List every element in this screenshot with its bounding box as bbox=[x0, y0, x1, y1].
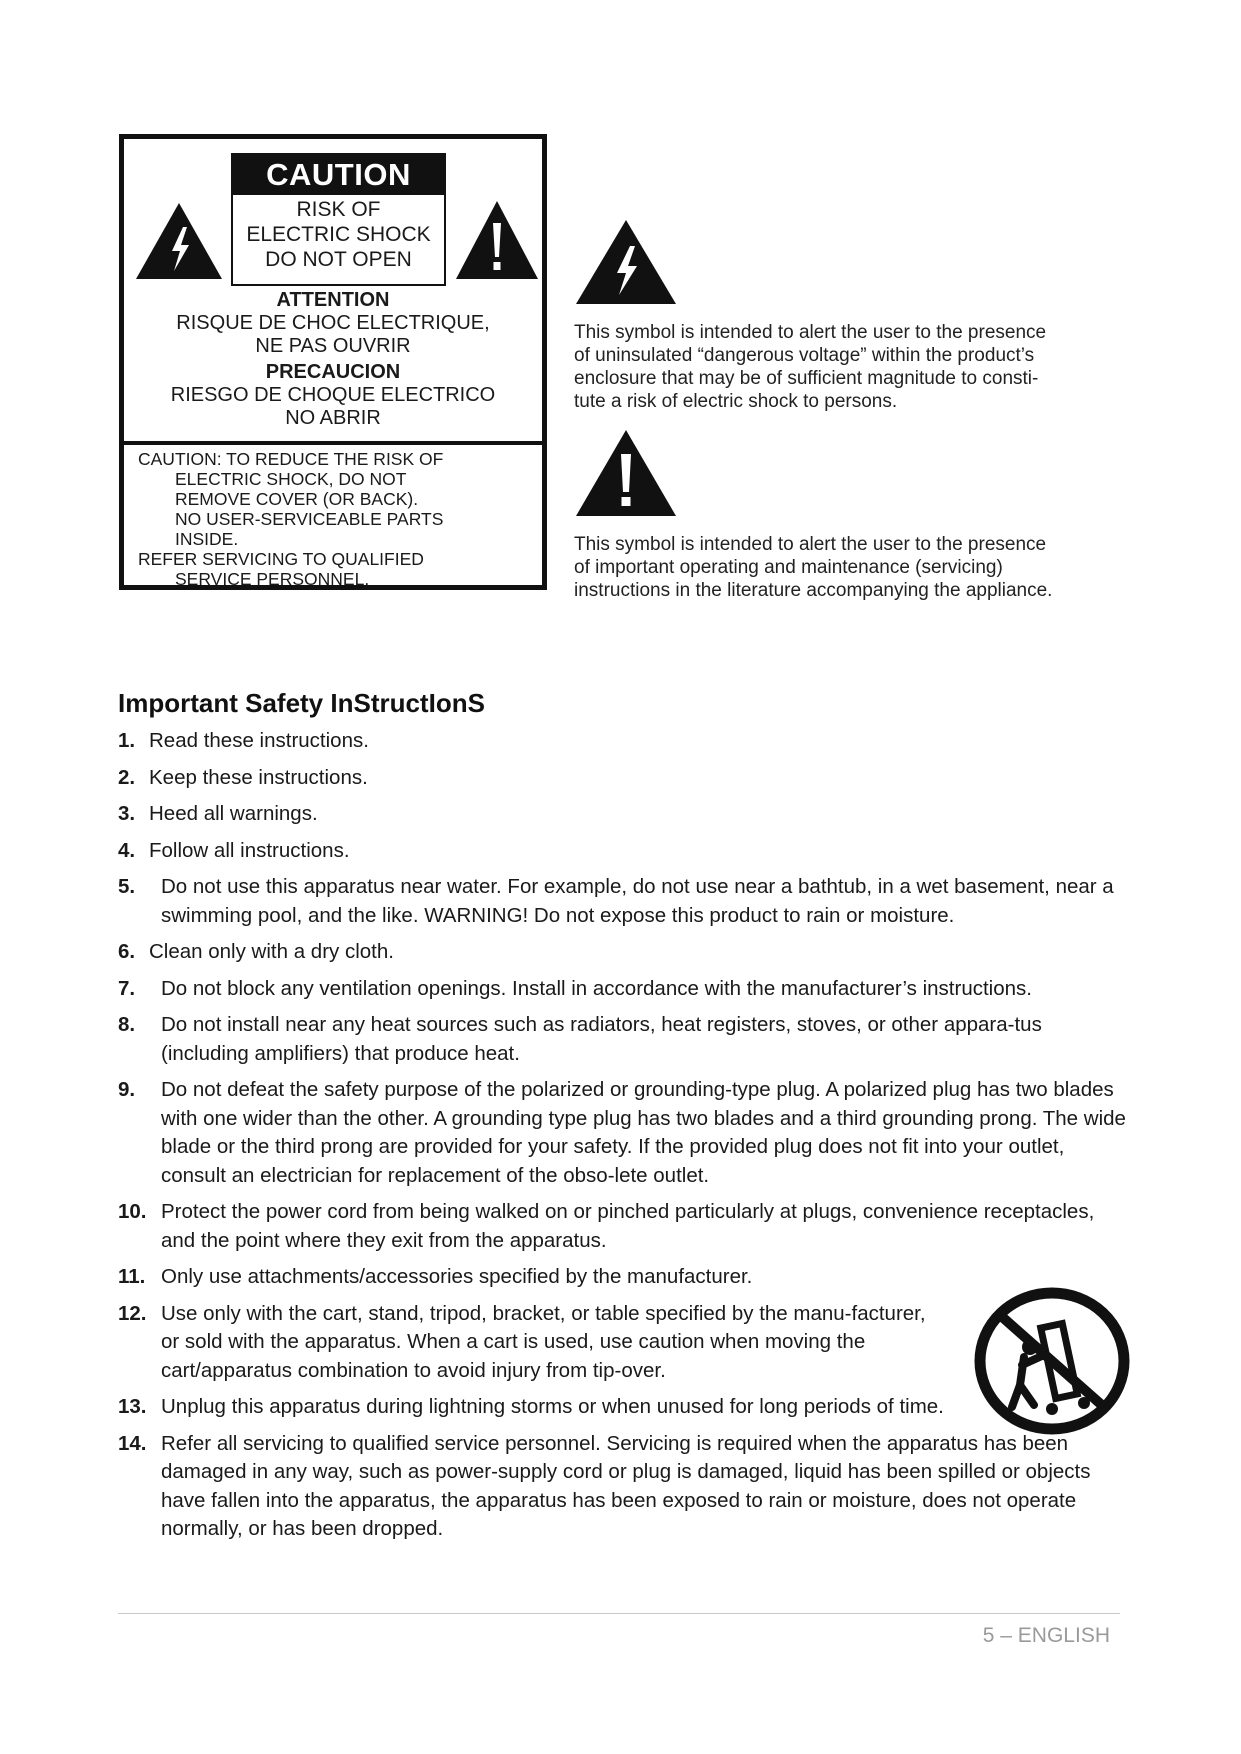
item-text: Do not block any ventilation openings. Install in accordance with the manufacturer’s instructions. bbox=[161, 976, 1032, 1000]
description-line: tute a risk of electric shock to persons. bbox=[574, 391, 898, 412]
item-number: 8. bbox=[118, 1013, 136, 1036]
instruction-item bbox=[118, 1076, 1128, 1190]
instruction-item bbox=[118, 800, 1128, 829]
item-number: 7. bbox=[118, 976, 136, 1000]
item-text: Follow all instructions. bbox=[149, 838, 350, 862]
item-number: 3. bbox=[118, 802, 136, 825]
item-text: Do not defeat the safety purpose of the polarized or grounding-type plug. A polarized plug has two blades with one wider than the other. A grounding type plug has two blades and a third grounding prong. The wide blade or the third prong are provided for your safety. If the provided plug does not fit into your outlet, consult an electrician for replacement of the obso-lete outlet. bbox=[161, 1078, 1126, 1187]
item-text: Use only with the cart, stand, tripod, bracket, or table specified by the manu-facturer, or sold with the apparatus. When a cart is used, use caution when moving the cart/apparatus combination to avoid injury from tip-over. bbox=[161, 1301, 926, 1382]
warning-line: NO USER-SERVICEABLE PARTS bbox=[175, 509, 444, 529]
instruction-item bbox=[118, 975, 1128, 1004]
warning-line: INSIDE. bbox=[175, 529, 239, 549]
warning-line: ELECTRIC SHOCK, DO NOT bbox=[175, 469, 407, 489]
instruction-item bbox=[118, 764, 1128, 793]
lightning-symbol-description bbox=[574, 321, 1114, 413]
warning-line: CAUTION: TO REDUCE THE RISK OF bbox=[138, 449, 444, 469]
item-number: 14. bbox=[118, 1431, 147, 1455]
risk-text bbox=[233, 195, 444, 272]
item-text: Do not use this apparatus near water. For example, do not use near a bathtub, in a wet basement, near a swimming pool, and the like. WARNING! Do not expose this product to rain or moisture. bbox=[161, 875, 1114, 927]
french-line: RISQUE DE CHOC ELECTRIQUE, bbox=[176, 312, 490, 334]
caution-banner: CAUTION bbox=[233, 155, 444, 195]
lightning-symbol-explanation bbox=[574, 218, 1114, 413]
item-text: Unplug this apparatus during lightning storms or when unused for long periods of time. bbox=[161, 1395, 944, 1418]
instruction-item bbox=[118, 837, 1128, 866]
instruction-item bbox=[118, 873, 1128, 930]
french-warning bbox=[124, 289, 542, 358]
warning-line: REMOVE COVER (OR BACK). bbox=[175, 489, 419, 509]
description-line: This symbol is intended to alert the user to the presence bbox=[574, 534, 1047, 555]
description-line: instructions in the literature accompanying the appliance. bbox=[574, 580, 1053, 601]
spanish-line: NO ABRIR bbox=[285, 407, 381, 429]
instruction-item bbox=[118, 1198, 1128, 1255]
caution-label-upper bbox=[124, 139, 542, 445]
item-text: Heed all warnings. bbox=[149, 802, 318, 825]
item-text: Keep these instructions. bbox=[149, 765, 368, 789]
exclamation-triangle-icon bbox=[454, 199, 540, 281]
risk-line: RISK OF bbox=[296, 198, 381, 221]
section-title: Important Safety InStructIonS bbox=[118, 688, 485, 718]
spanish-line: RIESGO DE CHOQUE ELECTRICO bbox=[170, 384, 496, 406]
page-footer: 5 – ENGLISH bbox=[982, 1624, 1110, 1647]
caution-head bbox=[231, 153, 446, 286]
item-number: 1. bbox=[118, 729, 136, 752]
french-heading: ATTENTION bbox=[276, 289, 390, 311]
lightning-warning-icon bbox=[574, 218, 678, 306]
item-number: 2. bbox=[118, 765, 136, 789]
description-line: This symbol is intended to alert the user to the presence bbox=[574, 322, 1047, 343]
warning-line: SERVICE PERSONNEL. bbox=[175, 569, 370, 589]
description-line: of uninsulated “dangerous voltage” within the product’s bbox=[574, 345, 1035, 366]
item-text: Protect the power cord from being walked on or pinched particularly at plugs, convenience receptacles, and the point where they exit from the apparatus. bbox=[161, 1200, 1095, 1252]
item-number: 12. bbox=[118, 1301, 147, 1325]
exclamation-symbol-description bbox=[574, 533, 1114, 602]
item-number: 10. bbox=[118, 1200, 147, 1223]
item-number: 11. bbox=[118, 1265, 146, 1288]
instruction-item bbox=[118, 938, 1128, 967]
description-line: enclosure that may be of sufficient magnitude to consti- bbox=[574, 368, 1039, 389]
instruction-item bbox=[118, 727, 1128, 756]
item-text: Only use attachments/accessories specified by the manufacturer. bbox=[161, 1265, 753, 1288]
cart-tip-over-warning-icon bbox=[972, 1285, 1132, 1437]
exclamation-warning-icon bbox=[574, 428, 678, 518]
caution-label bbox=[119, 134, 547, 590]
item-number: 9. bbox=[118, 1078, 136, 1101]
item-number: 4. bbox=[118, 838, 136, 862]
item-text: Refer all servicing to qualified service personnel. Servicing is required when the apparatus has been damaged in any way, such as power-supply cord or plug is damaged, liquid has been spilled or objects have fallen into the apparatus, the apparatus has been exposed to rain or moisture, does not operate normally, or has been dropped. bbox=[161, 1431, 1091, 1540]
item-text: Clean only with a dry cloth. bbox=[149, 940, 394, 963]
warning-line: REFER SERVICING TO QUALIFIED bbox=[138, 549, 424, 569]
footer-divider bbox=[118, 1613, 1120, 1614]
french-line: NE PAS OUVRIR bbox=[255, 335, 411, 357]
item-text: Read these instructions. bbox=[149, 729, 369, 752]
instruction-item bbox=[118, 1011, 1128, 1068]
item-number: 6. bbox=[118, 940, 136, 963]
instruction-item bbox=[118, 1430, 1128, 1544]
risk-line: DO NOT OPEN bbox=[265, 248, 412, 271]
lightning-triangle-icon bbox=[134, 201, 224, 281]
spanish-heading: PRECAUCION bbox=[265, 361, 401, 383]
item-text: Do not install near any heat sources such as radiators, heat registers, stoves, or other appara-tus (including amplifiers) that produce heat. bbox=[161, 1013, 1042, 1065]
risk-line: ELECTRIC SHOCK bbox=[246, 223, 431, 246]
item-number: 5. bbox=[118, 875, 136, 898]
description-line: of important operating and maintenance (servicing) bbox=[574, 557, 1003, 578]
exclamation-symbol-explanation bbox=[574, 428, 1114, 602]
item-number: 13. bbox=[118, 1395, 147, 1418]
caution-warning-text bbox=[138, 449, 536, 589]
spanish-warning bbox=[124, 361, 542, 430]
